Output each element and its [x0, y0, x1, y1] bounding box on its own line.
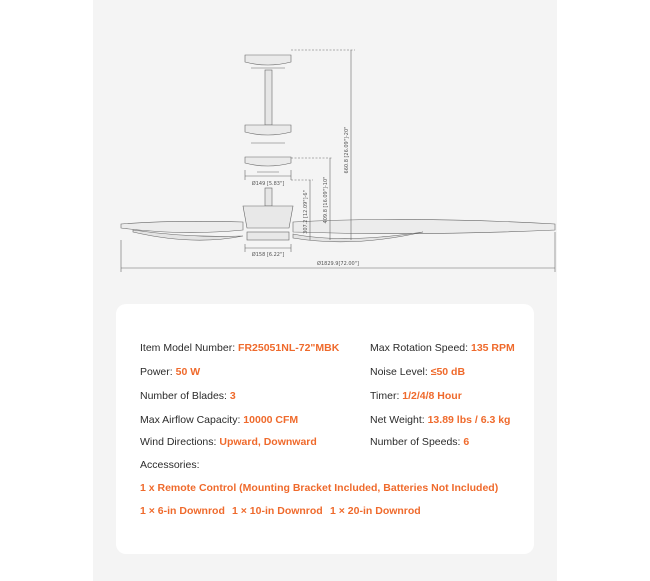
span-diameter-label: Ø1829.9[72.00"]: [317, 261, 359, 267]
spec-speeds-label: Number of Speeds:: [370, 436, 461, 448]
spec-power-label: Power:: [140, 366, 173, 378]
spec-model-value: FR25051NL-72"MBK: [238, 342, 340, 354]
spec-wind-directions: [140, 436, 317, 448]
spec-noise-value: ≤50 dB: [430, 366, 466, 378]
height-label-6in: 307.2 [12.09"]-6": [303, 190, 309, 234]
spec-rotation-value: 135 RPM: [470, 342, 515, 354]
spec-blades-value: 3: [229, 390, 236, 402]
accessory-20in-downrod: 1 × 20-in Downrod: [330, 505, 421, 517]
spec-net-weight: [370, 414, 510, 426]
spec-wind-value: Upward, Downward: [219, 436, 317, 448]
spec-rotation-speed: [370, 342, 515, 354]
height-label-20in: 660.8 [26.09"]-20": [344, 126, 350, 174]
spec-airflow-value: 10000 CFM: [243, 414, 299, 426]
bottom-diameter-label: Ø158 [6.22"]: [251, 252, 285, 258]
accessories-heading: Accessories:: [140, 459, 200, 471]
spec-blades: [140, 390, 236, 402]
spec-number-of-speeds: [370, 436, 469, 448]
spec-timer-value: 1/2/4/8 Hour: [402, 390, 462, 402]
spec-timer-label: Timer:: [370, 390, 400, 402]
spec-model: [140, 342, 339, 354]
spec-noise-level: [370, 366, 465, 378]
spec-wind-label: Wind Directions:: [140, 436, 217, 448]
spec-noise-label: Noise Level:: [370, 366, 428, 378]
accessory-6in-downrod: 1 × 6-in Downrod: [140, 505, 225, 517]
spec-model-label: Item Model Number:: [140, 342, 236, 354]
spec-airflow-label: Max Airflow Capacity:: [140, 414, 241, 426]
top-diameter-label: Ø149 [5.83"]: [251, 181, 285, 187]
accessory-remote-control: 1 x Remote Control (Mounting Bracket Included, Batteries Not Included): [140, 482, 499, 494]
fan-dimension-diagram: [93, 0, 557, 300]
spec-timer: [370, 390, 462, 402]
spec-airflow: [140, 414, 298, 426]
height-label-10in: 409.8 [16.09"]-10": [323, 176, 329, 224]
specifications-card: [116, 304, 534, 554]
spec-blades-label: Number of Blades:: [140, 390, 227, 402]
spec-rotation-label: Max Rotation Speed:: [370, 342, 469, 354]
accessory-10in-downrod: 1 × 10-in Downrod: [232, 505, 323, 517]
spec-power: [140, 366, 200, 378]
spec-speeds-value: 6: [463, 436, 470, 448]
spec-weight-label: Net Weight:: [370, 414, 425, 426]
spec-weight-value: 13.89 lbs / 6.3 kg: [427, 414, 511, 426]
spec-power-value: 50 W: [175, 366, 201, 378]
